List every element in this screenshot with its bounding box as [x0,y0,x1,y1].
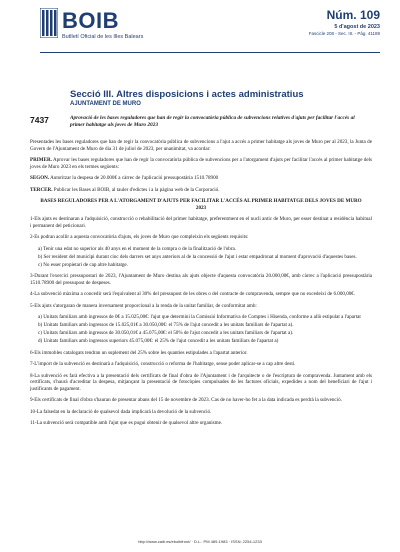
segon-paragraph [30,175,372,182]
paragraph-2: 2-Es podran acollir a aquesta convocatòria d'ajuts, els joves de Muro que compleixin els següents requisits: [30,234,249,241]
paragraph-1: 1-Els ajuts es destinaran a l'adquisició, construcció o rehabilitació del primer habitatge, preferentment en el nucli antic de Muro, per esser destinat a residència habitual i permanent del peticionari. [30,216,372,229]
paragraph-10: 10-La falsedat en la declaració de qualsevol dada implicarà la devolució de la subvenció. [30,408,212,415]
boib-logo-icon [40,8,58,38]
bases-title: BASES REGULADORES PER A L'ATORGAMENT D'AJUTS PER FACILITAR L'ACCÉS AL PRIMER HABITATGE DELS JOVES DE MURO 2023 [40,198,362,211]
issue-date: 5 d'agost de 2023 [334,24,380,30]
intro-paragraph: Presentades les bases reguladores que han de regir la convocatòria pública de subvencions a l'ajut a accés a primer habitatge als joves de Muro per al 2023, la Junta de Govern de l'Ajuntament de Muro de dia 31 de juliol de 2023, per unanimitat, va acordar: [30,139,372,152]
paragraph-6: 6-Els immobles catalogats tendran un suplement del 25% sobre les quanties estipulades a l'apartat anterior. [30,349,248,356]
primer-text: Aprovar les bases reguladores que han de regir la convocatòria pública de subvencions per a l'atorgament d'ajuts per facilitar l'accés al primer habitatge dels joves de Muro 2023 en els termes següents: [30,157,372,170]
primer-label: PRIMER. [30,157,52,164]
boib-header [40,8,380,56]
paragraph-5c: c) Unitats familiars amb ingressos de 30.050,01€ a 45.075,00€: el 50% de l'ajut concedit a les unitats familiars de l'apartat a). [38,330,294,337]
document-body [30,139,372,432]
section-subtitle: AJUNTAMENT DE MURO [70,101,141,107]
paragraph-5d: d) Unitats familiars amb ingressos superiors 45.075,00€: el 25% de l'ajut concedit a les unitats familiars de l'apartat a) [38,338,279,345]
footer: http://www.caib.es/eboibfront/ · D.L.: PM 489-1983 · ISSN: 2254-1233 [138,539,262,544]
tercer-label: TERCER. [30,186,53,193]
issue-number: Núm. 109 [326,8,380,22]
boib-subtitle: Butlletí Oficial de les Illes Balears [62,34,144,40]
document-summary: Aprovació de les bases reguladores que han de regir la convocatòria pública de subvencions relatives d'ajuts per facilitar l'accés al primer habitatge als joves de Muro 2023 [70,115,355,128]
primer-paragraph [30,157,372,170]
tercer-text: Publicar les Bases al BOIB, al tauler d'edictes i a la pàgina web de la Corporació. [52,186,220,193]
paragraph-11: 11-La subvenció serà compatible amb l'ajut que es pugui obtenir de qualsevol altre organisme. [30,420,223,427]
paragraph-5b: b) Unitats familiars amb ingressos de 15.025,01€ a 30.050,00€: el 75% de l'ajut concedit a les unitats familiars de l'apartat a). [38,322,294,329]
paragraph-8: 8-La subvenció es farà efectiva a la presentació dels certificats de final d'obra de l'Ajuntament i de l'arquitecte o de l'escriptura de compravenda. Juntament amb els certificats, s'haurà d'acreditar la despesa, mitjançant la presentació de fotocòpies compulsades de les factures oficials, expedides a nom del beneficiari de l'ajut i justificants de pagament. [30,372,372,392]
paragraph-5a: a) Unitats familiars amb ingressos de 0€ a 15.025,00€: l'ajut que determini la Comissió Informativa de Comptes i Hisenda, conforme a allò estipulat a l'apartat [38,314,361,321]
paragraph-5: 5-Els ajuts s'atorgaran de manera inversament proporcional a la renda de la unitat familiar, de conformitat amb: [30,302,257,309]
issue-fascicle: Fascicle 208 - Sec. III. - Pàg. 41189 [308,31,380,36]
paragraph-9: 9-Els certificats de final d'obra s'hauran de presentar abans del 15 de novembre de 2023. Cas de no haver-ho fet a la data indicada es perdrà la subvenció. [30,397,342,404]
document-number: 7437 [30,115,49,125]
section-title: Secció III. Altres disposicions i actes administratius [70,89,304,100]
paragraph-2a: a) Tenir una edat no superior als 40 anys en el moment de la compra o de la finalització de l'obra. [38,245,237,252]
header-divider [40,52,380,53]
paragraph-4: 4-La subvenció màxima a concedir serà l'equivalent al 30% del pressupost de les obres o del contracte de compravenda, sempre que no excedeixi de 6.000,00€. [30,291,356,298]
boib-title: BOIB [62,8,119,33]
segon-text: Autoritzar la despesa de 20.000€ a càrrec de l'aplicació pressupostària 1510.78900 [49,175,219,182]
side-url [14,300,22,480]
segon-label: SEGON. [30,175,50,182]
paragraph-2c: c) No esser propietari de cap altre habitatge. [38,261,128,268]
paragraph-7: 7-L'import de la subvenció es destinarà a l'adquisició, construcció o reforma de l'habitatge, sense poder aplicar-se a cap altre destí. [30,361,296,368]
paragraph-2b: b) Ser resident del municipi durant cinc dels darrers set anys anteriors al de la concessió de l'ajut i estar empadronat al moment d'aprovació d'aquestes bases. [38,253,357,260]
issue-info [309,8,380,36]
paragraph-3: 3-Durant l'exercici pressupostari de 2023, l'Ajuntament de Muro destina als ajuts objecte d'aquesta convocatòria 20.000,00€, amb càrrec a l'aplicació pressupostària 1510.78900 del pressupost de despeses. [30,273,372,286]
tercer-paragraph [30,187,372,194]
